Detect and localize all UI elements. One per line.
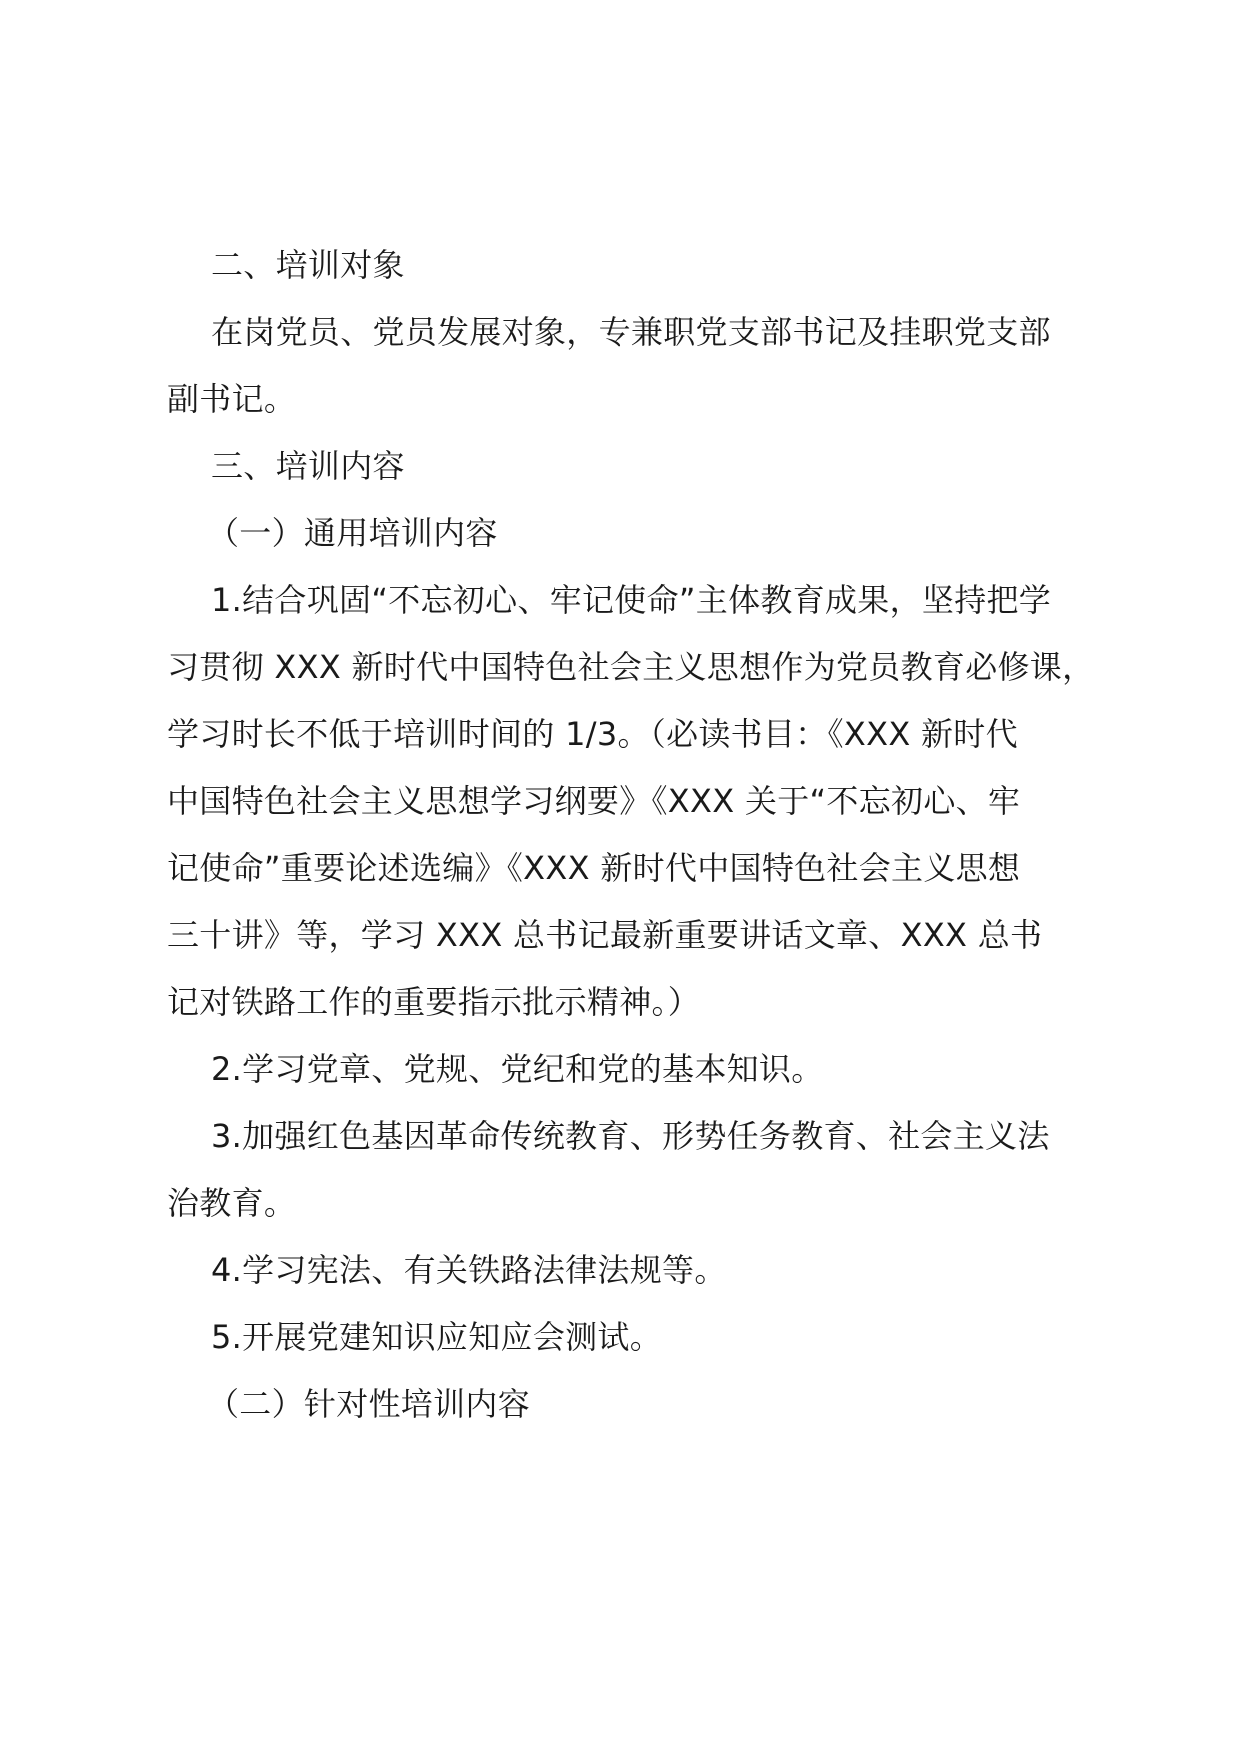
text-line: 在岗党员、党员发展对象，专兼职党支部书记及挂职党支部 [211,313,1051,351]
text-line: 1.结合巩固“不忘初心、牢记使命”主体教育成果，坚持把学 [211,581,1052,619]
text-line: 三十讲》等，学习 XXX 总书记最新重要讲话文章、XXX 总书 [167,916,1043,954]
document-body [167,232,1122,1438]
text-line: 2.学习党章、党规、党纪和党的基本知识。 [211,1050,824,1088]
text-line: 中国特色社会主义思想学习纲要》《XXX 关于“不忘初心、牢 [167,782,1021,820]
text-line: 记对铁路工作的重要指示批示精神。） [167,983,701,1021]
text-line: 学习时长不低于培训时间的 1/3。（必读书目：《XXX 新时代 [167,715,1018,753]
text-line: 副书记。 [167,380,297,418]
text-line: （一）通用培训内容 [207,514,498,552]
text-line: （二）针对性培训内容 [207,1385,531,1423]
text-line: 习贯彻 XXX 新时代中国特色社会主义思想作为党员教育必修课， [167,648,1095,686]
text-line: 治教育。 [167,1184,297,1222]
text-line: 5.开展党建知识应知应会测试。 [211,1318,663,1356]
text-line: 4.学习宪法、有关铁路法律法规等。 [211,1251,727,1289]
text-line: 二、培训对象 [211,246,405,284]
text-line: 三、培训内容 [211,447,405,485]
text-line: 记使命”重要论述选编》《XXX 新时代中国特色社会主义思想 [167,849,1021,887]
text-line: 3.加强红色基因革命传统教育、形势任务教育、社会主义法 [211,1117,1050,1155]
